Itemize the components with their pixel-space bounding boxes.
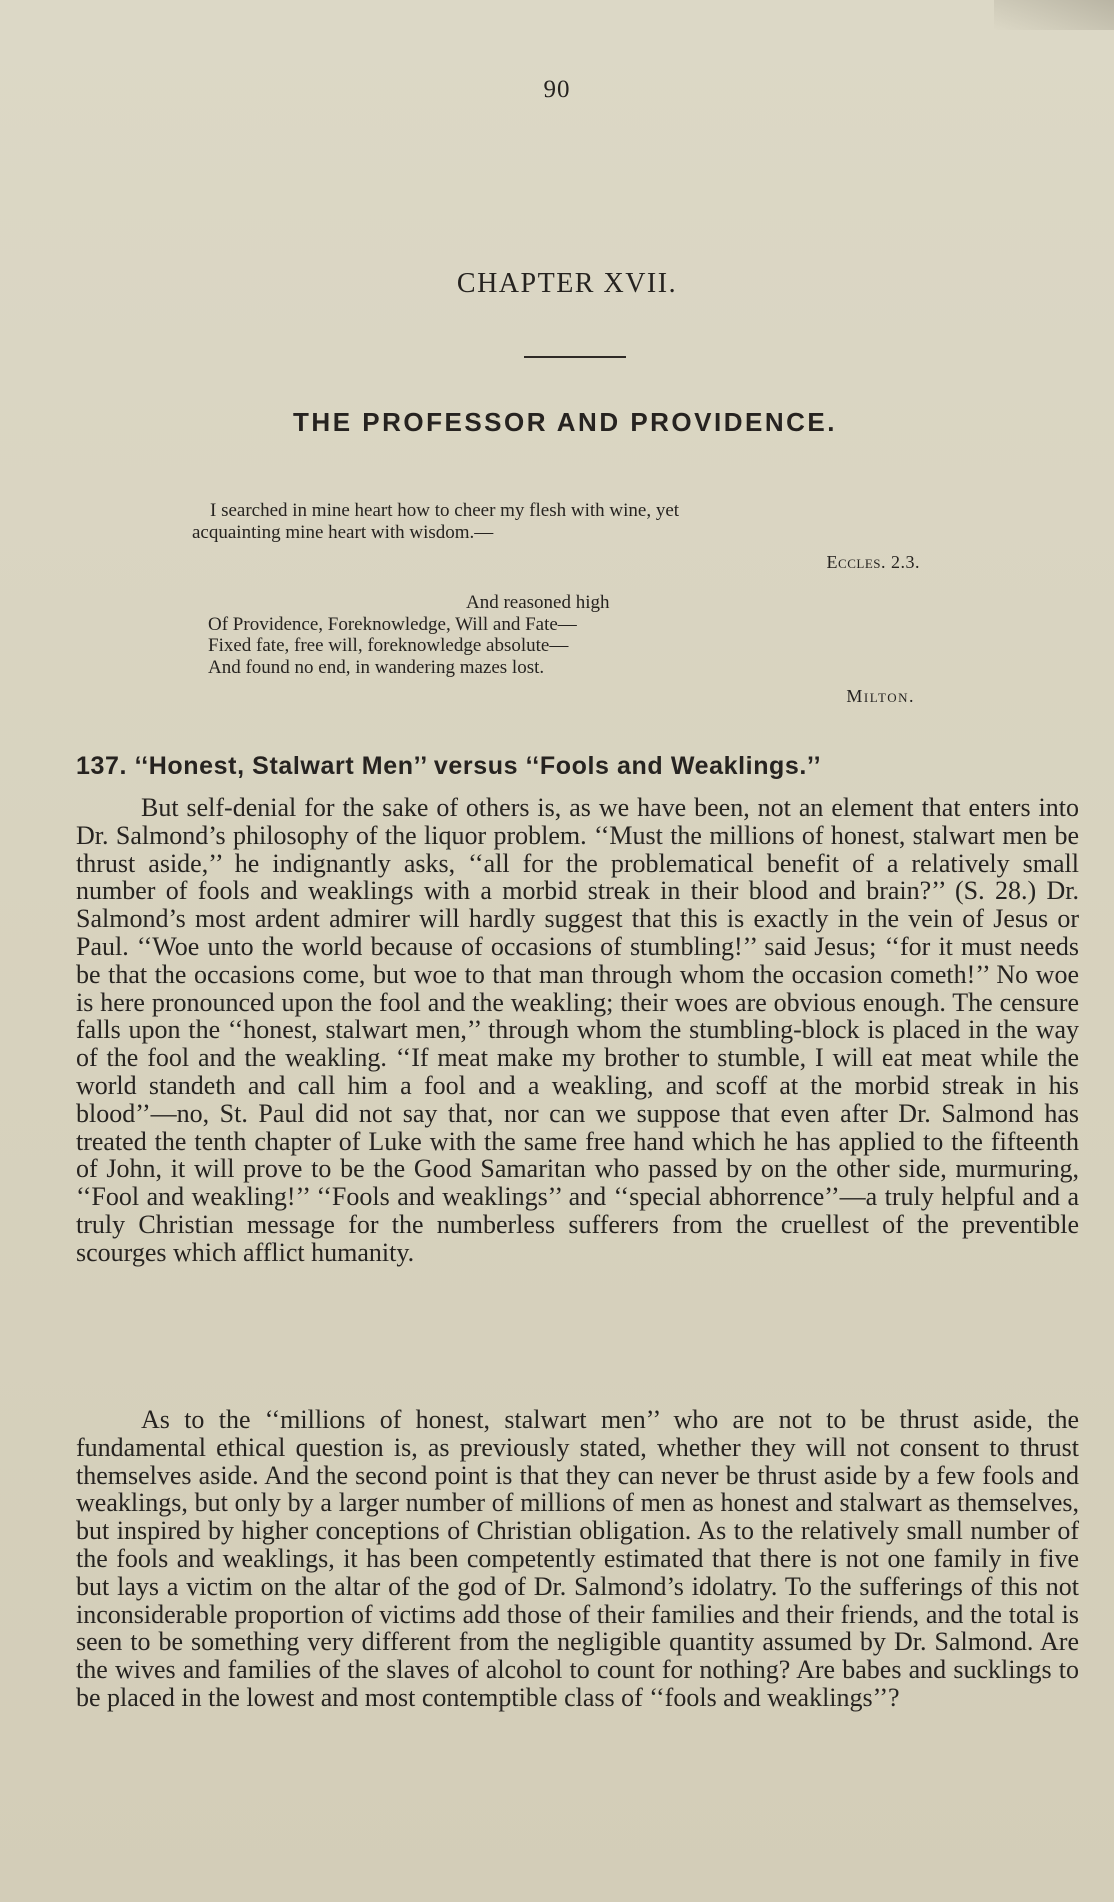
page-corner-shadow bbox=[994, 0, 1114, 30]
epigraph-scripture bbox=[192, 500, 972, 544]
chapter-divider-rule bbox=[524, 356, 626, 358]
verse-line-3: Fixed fate, free will, foreknowledge absolute— bbox=[208, 635, 569, 656]
body-paragraph-1: But self-denial for the sake of others is, as we have been, not an element that enters into Dr. Salmond’s philosophy of the liquor problem. ‘‘Must the millions of honest, stalwart men be thrust aside,’’ he indignantly asks, ‘‘all for the problematical benefit of a relatively small number of fools and weaklings with a morbid streak in their blood and brain?’’ (S. 28.) Dr. Salmond’s most ardent admirer will hardly suggest that this is exactly in the vein of Jesus or Paul. ‘‘Woe unto the world because of occasions of stumbling!’’ said Jesus; ‘‘for it must needs be that the occasions come, but woe to that man through whom the occasion cometh!’’ No woe is here pronounced upon the fool and the weakling; their woes are obvious enough. The censure falls upon the ‘‘honest, stalwart men,’’ through whom the stumbling-block is placed in the way of the fool and the weakling. ‘‘If meat make my brother to stumble, I will eat meat while the world standeth and call him a fool and a weakling, and scoff at the morbid streak in his blood’’—no, St. Paul did not say that, nor can we suppose that even after Dr. Salmond has treated the tenth chapter of Luke with the same free hand which he has applied to the fifteenth of John, it will prove to be the Good Samaritan who passed by on the other side, murmuring, ‘‘Fool and weakling!’’ ‘‘Fools and weaklings’’ and ‘‘special abhorrence’’—a truly helpful and a truly Christian message for the numberless sufferers from the cruellest of the preventible scourges which afflict humanity. bbox=[76, 793, 1079, 1267]
epigraph-scripture-line-2: acquainting mine heart with wisdom.— bbox=[192, 522, 494, 543]
attribution-text: Milton. bbox=[846, 686, 915, 706]
section-heading: 137. ‘‘Honest, Stalwart Men’’ versus ‘‘Fools and Weaklings.’’ bbox=[76, 752, 822, 780]
chapter-title: THE PROFESSOR AND PROVIDENCE. bbox=[293, 407, 837, 437]
verse-line-4: And found no end, in wandering mazes lost. bbox=[208, 656, 545, 678]
verse-line-2: Of Providence, Foreknowledge, Will and Fate— bbox=[208, 613, 577, 635]
epigraph-scripture-line-1: I searched in mine heart how to cheer my flesh with wine, yet bbox=[210, 500, 680, 521]
attribution-text: Eccles. 2.3. bbox=[826, 552, 920, 572]
chapter-label: CHAPTER XVII. bbox=[456, 268, 678, 299]
epigraph-verse-attribution bbox=[700, 686, 915, 707]
verse-line-1: And reasoned high bbox=[466, 592, 610, 613]
page-number: 90 bbox=[543, 76, 571, 103]
body-paragraph-2: As to the ‘‘millions of honest, stalwart men’’ who are not to be thrust aside, the fundamental ethical question is, as previously stated, whether they will not consent to thrust themselves aside. And the second point is that they can never be thrust aside by a few fools and weaklings, but only by a larger number of millions of men as honest and stalwart as themselves, but inspired by higher conceptions of Christian obligation. As to the relatively small number of the fools and weaklings, it has been competently estimated that there is not one family in five but lays a victim on the altar of the god of Dr. Salmond’s idolatry. To the sufferings of this not inconsiderable proportion of victims add those of their families and their friends, and the total is seen to be something very different from the negligible quantity assumed by Dr. Salmond. Are the wives and families of the slaves of alcohol to count for nothing? Are babes and sucklings to be placed in the lowest and most contemptible class of ‘‘fools and weaklings’’? bbox=[76, 1405, 1079, 1712]
epigraph-scripture-attribution bbox=[700, 552, 920, 573]
epigraph-verse bbox=[208, 592, 808, 678]
